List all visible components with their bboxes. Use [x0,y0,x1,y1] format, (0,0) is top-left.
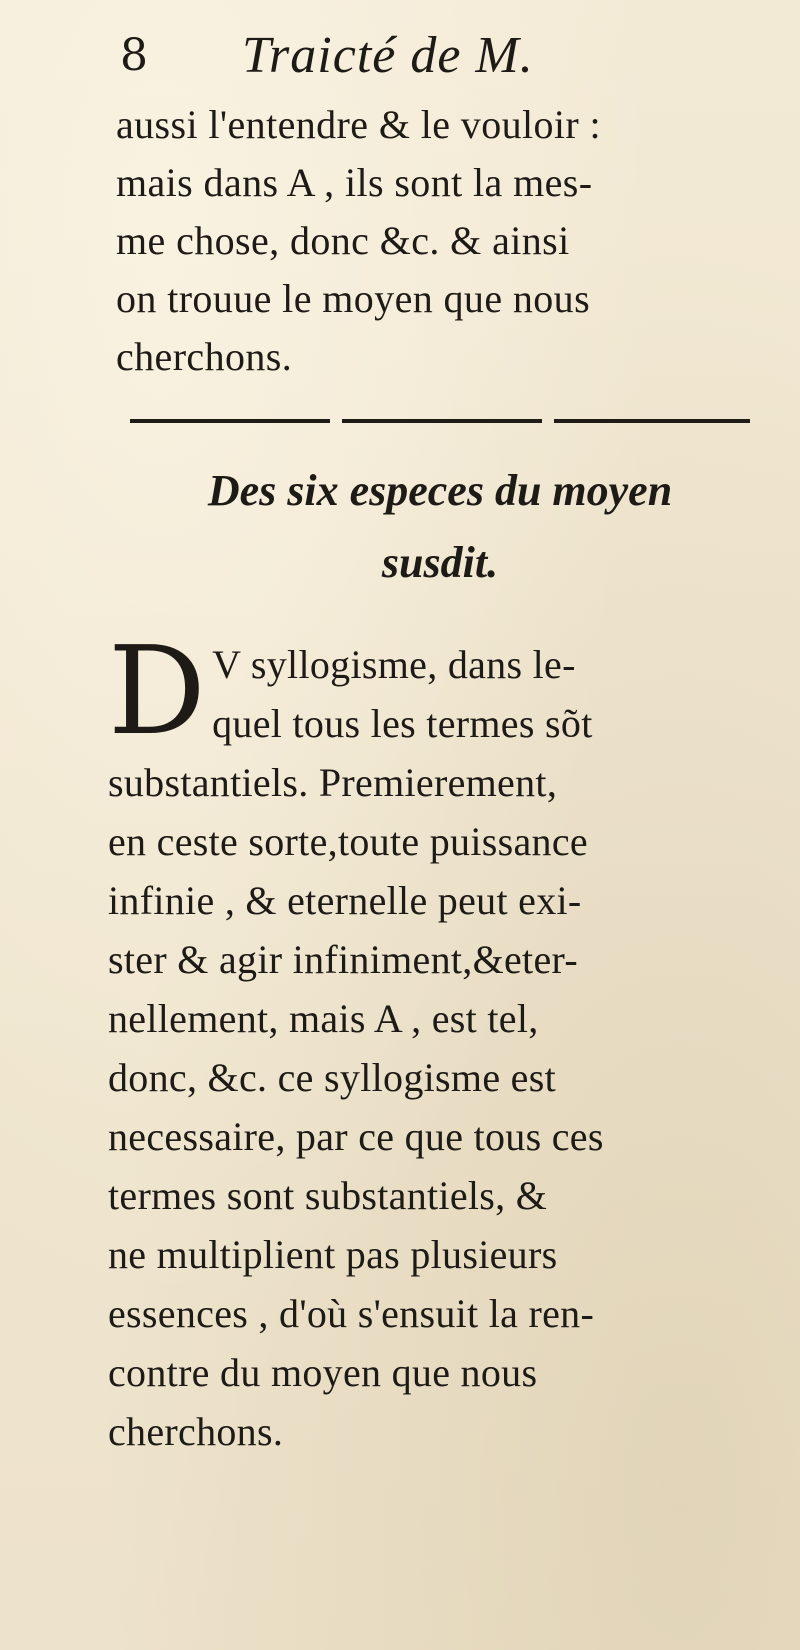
text-line: nellement, mais A , est tel, [108,996,539,1041]
text-line: contre du moyen que nous [108,1350,538,1395]
running-head [120,18,680,88]
text-line: aussi l'entendre & le vouloir : [116,102,602,147]
text-line: en ceste sorte,toute puissance [108,819,588,864]
heading-line: Des six especes du moyen [207,466,673,515]
text-line: cherchons. [116,334,293,379]
text-line: substantiels. Premierement, [108,760,558,805]
text-line: cherchons. [108,1409,284,1454]
text-line: ne multiplient pas plusieurs [108,1232,558,1277]
text-line: mais dans A , ils sont la mes- [116,160,593,205]
rule-segment [342,419,542,423]
text-line: necessaire, par ce que tous ces [108,1114,604,1159]
text-line: ster & agir infiniment,&eter- [108,937,578,982]
rule-segment [554,419,750,423]
rule-segment [130,419,330,423]
text-line: donc, &c. ce syllogisme est [108,1055,557,1100]
drop-cap: D [108,620,207,762]
text-line: quel tous les termes sõt [212,701,593,746]
text-line: V syllogisme, dans le- [212,642,576,687]
continuation-paragraph [116,96,756,386]
text-line: on trouue le moyen que nous [116,276,591,321]
heading-line: susdit. [381,538,499,587]
section-heading [130,455,750,599]
text-line: termes sont substantiels, & [108,1173,548,1218]
page-number: 8 [120,30,148,81]
section-paragraph [108,620,768,1461]
text-line: me chose, donc &c. & ainsi [116,218,570,263]
text-line: infinie , & eternelle peut exi- [108,878,582,923]
text-line: essences , d'où s'ensuit la ren- [108,1291,595,1336]
running-title: Traicté de M. [242,27,534,84]
ornamental-rule [130,416,750,426]
